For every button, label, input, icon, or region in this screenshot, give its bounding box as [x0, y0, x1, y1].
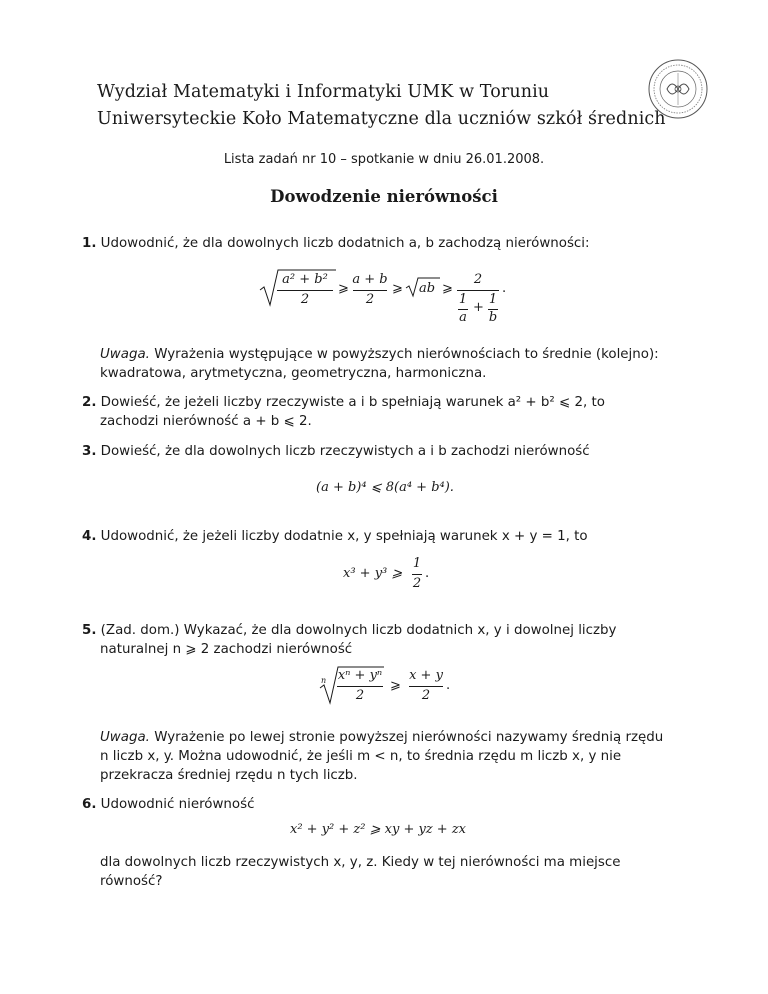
university-seal-icon	[647, 58, 709, 120]
problem-6-continuation	[100, 853, 672, 891]
fraction-numerator: 1	[412, 556, 422, 571]
problem-text: dla dowolnych liczb rzeczywistych x, y, z. Kiedy w tej nierówności ma miejsce	[100, 855, 621, 870]
fraction-numerator: xⁿ + yⁿ	[337, 668, 383, 683]
sub-fraction-numerator: 1	[488, 292, 498, 307]
period: .	[425, 566, 430, 581]
problem-text: (Zad. dom.) Wykazać, że dla dowolnych liczb dodatnich x, y i dowolnej liczby	[100, 623, 617, 638]
ge-sign: ⩾	[392, 281, 403, 296]
sub-fraction-denominator: b	[488, 310, 498, 325]
problem-text: Udowodnić, że jeżeli liczby dodatnie x, y spełniają warunek x + y = 1, to	[100, 529, 588, 544]
note-label: Uwaga.	[100, 730, 150, 745]
formula-6: x² + y² + z² ⩾ xy + yz + zx	[290, 822, 466, 837]
problem-text: Udowodnić nierówność	[100, 797, 255, 812]
fraction-numerator: a + b	[352, 272, 388, 287]
fraction-bar	[457, 290, 499, 291]
ge-sign: ⩾	[338, 281, 349, 296]
fraction-bar	[409, 686, 443, 687]
period: .	[446, 678, 451, 693]
fraction-numerator: a² + b²	[282, 272, 328, 287]
subtitle: Lista zadań nr 10 – spotkanie w dniu 26.01.2008.	[223, 152, 545, 167]
problem-3	[82, 442, 672, 461]
note-label: Uwaga.	[100, 347, 150, 362]
fraction-denominator: 2	[412, 576, 422, 591]
page-title: Dowodzenie nierówności	[270, 187, 498, 206]
problem-text: Udowodnić, że dla dowolnych liczb dodatnich a, b zachodzą nierówności:	[100, 236, 590, 251]
fraction-numerator: 2	[473, 272, 483, 287]
problem-number: 2.	[82, 395, 97, 410]
problem-text: naturalnej n ⩾ 2 zachodzi nierówność	[100, 642, 353, 657]
formula-lhs: x³ + y³ ⩾	[343, 566, 403, 581]
fraction-bar	[337, 686, 383, 687]
ge-sign: ⩾	[390, 678, 401, 693]
note-1	[100, 345, 672, 383]
problem-number: 6.	[82, 797, 97, 812]
root-index: n	[321, 676, 327, 685]
fraction-denominator: 2	[365, 292, 375, 307]
problem-text: zachodzi nierówność a + b ⩽ 2.	[100, 414, 312, 429]
problem-number: 3.	[82, 444, 97, 459]
note-5	[100, 728, 672, 785]
sub-fraction-numerator: 1	[458, 292, 468, 307]
problem-text: Dowieść, że jeżeli liczby rzeczywiste a i b spełniają warunek a² + b² ⩽ 2, to	[100, 395, 605, 410]
period: .	[502, 281, 507, 296]
problem-1	[82, 234, 672, 253]
fraction-bar	[412, 574, 422, 575]
sub-fraction-denominator: a	[459, 310, 467, 325]
header-circle: Uniwersyteckie Koło Matematyczne dla uczniów szkół średnich	[97, 109, 666, 129]
problem-2	[82, 393, 672, 431]
plus-sign: +	[473, 300, 484, 315]
fraction-numerator: x + y	[409, 668, 443, 683]
problem-number: 1.	[82, 236, 97, 251]
problem-text: Dowieść, że dla dowolnych liczb rzeczywistych a i b zachodzi nierówność	[100, 444, 590, 459]
fraction-bar	[353, 290, 387, 291]
formula-3: (a + b)⁴ ⩽ 8(a⁴ + b⁴).	[316, 480, 454, 495]
problem-6	[82, 795, 672, 814]
problem-5	[82, 621, 672, 659]
fraction-denominator: 2	[300, 292, 310, 307]
fraction-denominator: 2	[355, 688, 365, 703]
fraction-denominator: 2	[421, 688, 431, 703]
fraction-bar	[277, 290, 333, 291]
sqrt-argument: ab	[419, 281, 436, 296]
problem-number: 4.	[82, 529, 97, 544]
ge-sign: ⩾	[442, 281, 453, 296]
problem-4	[82, 527, 672, 546]
problem-text: równość?	[100, 874, 163, 889]
note-text: Wyrażenia występujące w powyższych nierównościach to średnie (kolejno): kwadratowa, arytmetyczna, geometryczna, harmoniczna.	[100, 347, 659, 381]
note-text: Wyrażenie po lewej stronie powyższej nierówności nazywamy średnią rzędu n liczb x, y. Można udowodnić, że jeśli m < n, to średnia rzędu m liczb x, y nie przekracza średniej rzędu n tych liczb.	[100, 730, 664, 783]
header-faculty: Wydział Matematyki i Informatyki UMK w Toruniu	[97, 82, 550, 102]
problem-number: 5.	[82, 623, 97, 638]
